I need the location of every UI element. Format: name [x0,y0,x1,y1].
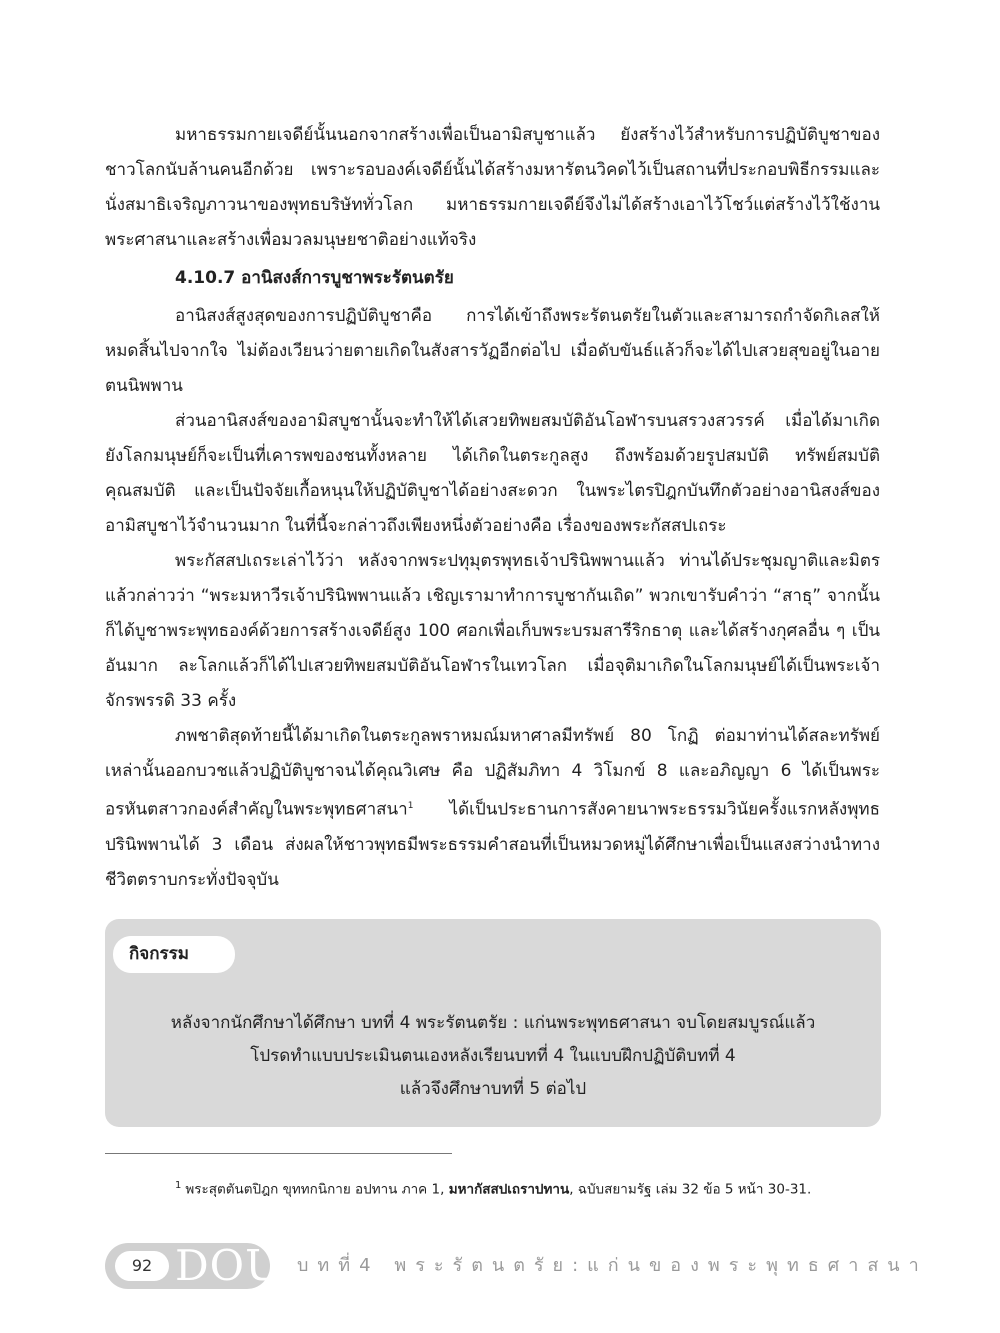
footnote-marker[interactable]: 1 [407,801,414,811]
dou-logo: DOU [175,1241,282,1290]
activity-line-2: โปรดทำแบบประเมินตนเองหลังเรียนบทที่ 4 ในแบบฝึกปฏิบัติบทที่ 4 [250,1046,736,1066]
activity-line-3: แล้วจึงศึกษาบทที่ 5 ต่อไป [399,1079,587,1099]
paragraph-3: ส่วนอานิสงส์ของอามิสบูชานั้นจะทำให้ได้เสวยทิพยสมบัติอันโอฬารบนสรวงสวรรค์ เมื่อได้มาเกิดยังโลกมนุษย์ก็จะเป็นที่เคารพของชนทั้งหลาย ได้เกิดในตระกูลสูง ถึงพร้อมด้วยรูปสมบัติ ทรัพย์สมบัติ คุณสมบัติ และเป็นปัจจัยเกื้อหนุนให้ปฏิบัติบูชาได้อย่างสะดวก ในพระไตรปิฎกบันทึกตัวอย่างอานิสงส์ของอามิสบูชาไว้จำนวนมาก ในที่นี้จะกล่าวถึงเพียงหนึ่งตัวอย่างคือ เรื่องของพระกัสสปเถระ [105,411,880,536]
paragraph-1: มหาธรรมกายเจดีย์นั้นนอกจากสร้างเพื่อเป็นอามิสบูชาแล้ว ยังสร้างไว้สำหรับการปฏิบัติบูชาของชาวโลกนับล้านคนอีกด้วย เพราะรอบองค์เจดีย์นั้นได้สร้างมหารัตนวิคดไว้เป็นสถานที่ประกอบพิธีกรรมและนั่งสมาธิเจริญภาวนาของพุทธบริษัททั่วโลก มหาธรรมกายเจดีย์จึงไม่ได้สร้างเอาไว้โชว์แต่สร้างไว้ใช้งานพระศาสนาและสร้างเพื่อมวลมนุษยชาติอย่างแท้จริง [105,125,880,250]
activity-instructions [105,1007,881,1106]
paragraph-2: อานิสงส์สูงสุดของการปฏิบัติบูชาคือ การได้เข้าถึงพระรัตนตรัยในตัวและสามารถกำจัดกิเลสให้หมดสิ้นไปจากใจ ไม่ต้องเวียนว่ายตายเกิดในสังสารวัฏอีกต่อไป เมื่อดับขันธ์แล้วก็จะได้ไปเสวยสุขอยู่ในอายตนนิพพาน [105,306,880,396]
paragraph-4: พระกัสสปเถระเล่าไว้ว่า หลังจากพระปทุมุตรพุทธเจ้าปรินิพพานแล้ว ท่านได้ประชุมญาติและมิตรแล้วกล่าวว่า “พระมหาวีรเจ้าปรินิพพานแล้ว เชิญเรามาทำการบูชากันเถิด” พวกเขารับคำว่า “สาธุ” จากนั้น ก็ได้บูชาพระพุทธองค์ด้วยการสร้างเจดีย์สูง 100 ศอกเพื่อเก็บพระบรมสารีริกธาตุ และได้สร้างกุศลอื่น ๆ เป็นอันมาก ละโลกแล้วก็ได้ไปเสวยทิพยสมบัติอันโอฬารในเทวโลก เมื่อจุติมาเกิดในโลกมนุษย์ได้เป็นพระเจ้าจักรพรรดิ 33 ครั้ง [105,551,880,711]
paragraph-5-part-1: ภพชาติสุดท้ายนี้ได้มาเกิดในตระกูลพราหมณ์มหาศาลมีทรัพย์ 80 โกฏิ ต่อมาท่านได้สละทรัพย์เหล่านั้นออกบวชแล้วปฏิบัติบูชาจนได้คุณวิเศษ คือ ปฏิสัมภิทา 4 วิโมกข์ 8 และอภิญญา 6 ได้เป็นพระอรหันตสาวกองค์สำคัญในพระพุทธศาสนา [105,726,880,820]
footnote-number: 1 [175,1180,182,1191]
page-footer [105,1241,928,1290]
activity-label: กิจกรรม [113,936,235,973]
footnote [175,1174,895,1202]
chapter-title: บทที่4 พระรัตนตรัย:แก่นของพระพุทธศาสนา [297,1255,928,1276]
footnote-divider [105,1153,452,1154]
main-content [105,118,880,898]
footer-badge [105,1241,282,1290]
footnote-text-2: , ฉบับสยามรัฐ เล่ม 32 ข้อ 5 หน้า 30-31. [569,1181,812,1198]
paragraph-5-part-2: ได้เป็นประธานการสังคายนาพระธรรมวินัยครั้งแรกหลังพุทธปรินิพพานได้ 3 เดือน ส่งผลให้ชาวพุทธมีพระธรรมคำสอนที่เป็นหมวดหมู่ได้ศึกษาเพื่อเป็นแสงสว่างนำทางชีวิตตราบกระทั่งปัจจุบัน [105,799,880,890]
section-heading: 4.10.7 อานิสงส์การบูชาพระรัตนตรัย [175,268,454,288]
activity-box [105,919,881,1127]
footnote-title: มหากัสสปเถราปทาน [448,1181,570,1198]
footnote-text-1: พระสุตตันตปิฎก ขุททกนิกาย อปทาน ภาค 1, [185,1181,449,1198]
page-number: 92 [115,1251,169,1281]
activity-line-1: หลังจากนักศึกษาได้ศึกษา บทที่ 4 พระรัตนตรัย : แก่นพระพุทธศาสนา จบโดยสมบูรณ์แล้ว [170,1013,816,1033]
paragraph-5 [105,719,880,898]
